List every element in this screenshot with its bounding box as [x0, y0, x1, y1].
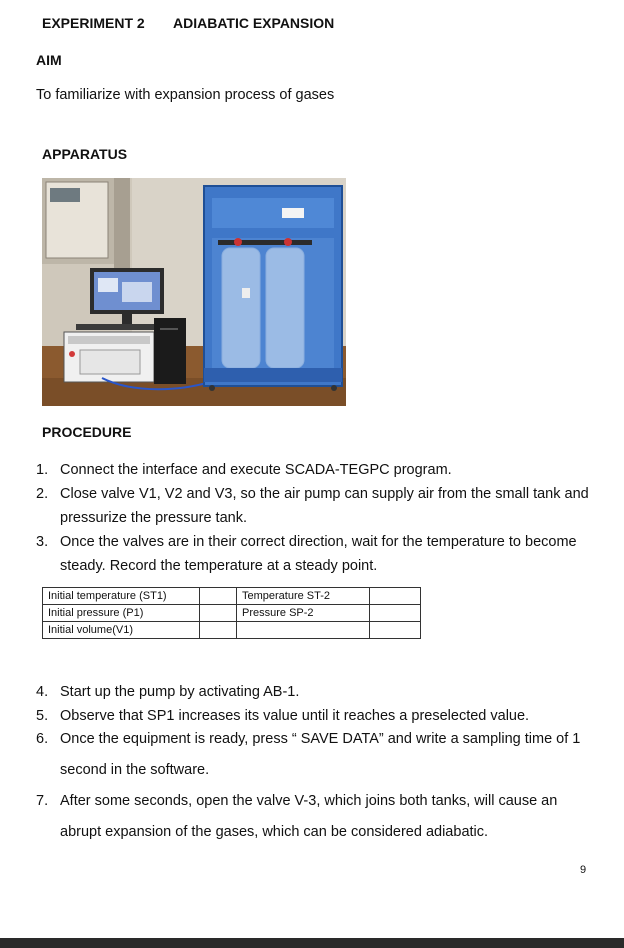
table-cell: Pressure SP-2: [237, 605, 370, 622]
apparatus-photo: [42, 178, 346, 406]
procedure-step: 2. Close valve V1, V2 and V3, so the air pump can supply air from the small tank and pressurize the pressure tank.: [36, 486, 589, 526]
table-cell: [237, 622, 370, 639]
table-cell: [370, 622, 421, 639]
aim-heading: AIM: [36, 52, 62, 68]
procedure-steps-2: [36, 680, 600, 848]
bottom-bar: [0, 938, 624, 948]
experiment-title: ADIABATIC EXPANSION: [173, 15, 335, 31]
table-cell: Initial temperature (ST1): [43, 588, 200, 605]
table-row: [43, 588, 421, 605]
aim-text: To familiarize with expansion process of gases: [36, 87, 335, 103]
procedure-step: 7. After some seconds, open the valve V-3, which joins both tanks, will cause an abrupt expansion of the gases, which can be considered adiabatic.: [36, 793, 558, 840]
table-cell: [370, 605, 421, 622]
measurement-table: [42, 587, 421, 639]
procedure-step: 5. Observe that SP1 increases its value until it reaches a preselected value.: [36, 708, 530, 724]
experiment-label: EXPERIMENT 2: [42, 15, 145, 31]
procedure-step: 6. Once the equipment is ready, press “ SAVE DATA” and write a sampling time of 1 second in the software.: [36, 731, 581, 778]
procedure-step: 1. Connect the interface and execute SCADA-TEGPC program.: [36, 462, 452, 478]
table-cell: [370, 588, 421, 605]
procedure-heading: PROCEDURE: [42, 424, 132, 440]
table-cell: Temperature ST-2: [237, 588, 370, 605]
procedure-step: 3. Once the valves are in their correct direction, wait for the temperature to become steady. Record the temperature at a steady point.: [36, 534, 577, 574]
table-row: [43, 622, 421, 639]
table-cell: [200, 588, 237, 605]
procedure-step: 4. Start up the pump by activating AB-1.: [36, 684, 300, 700]
table-cell: Initial volume(V1): [43, 622, 200, 639]
table-cell: Initial pressure (P1): [43, 605, 200, 622]
table-cell: [200, 622, 237, 639]
table-cell: [200, 605, 237, 622]
page-number: 9: [580, 864, 587, 876]
procedure-steps-1: [36, 458, 600, 578]
table-row: [43, 605, 421, 622]
apparatus-heading: APPARATUS: [42, 146, 128, 162]
